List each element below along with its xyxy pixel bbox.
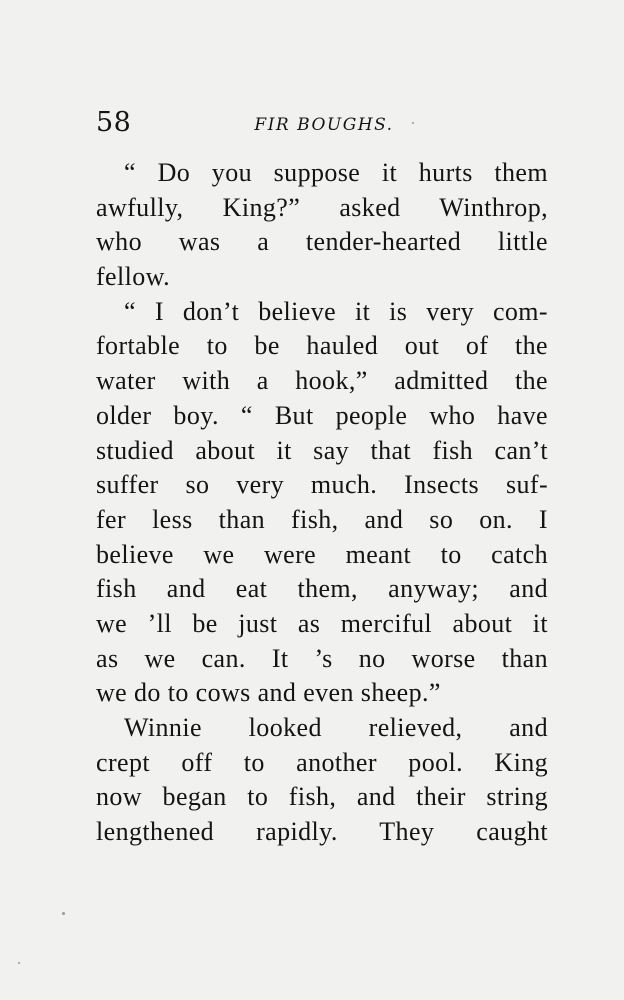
text-line: lengthened rapidly. They caught [96, 817, 548, 847]
text-line: “ I don’t believe it is very com- [124, 296, 548, 326]
paper-speck [412, 122, 414, 124]
running-head: FIR BOUGHS. [254, 115, 394, 135]
text-line: awfully, King?” asked Winthrop, [96, 192, 548, 222]
page-number: 58 [96, 107, 132, 138]
text-line: fish and eat them, anyway; and [96, 574, 548, 604]
text-line: crept off to another pool. King [96, 747, 548, 777]
paper-speck [62, 912, 65, 915]
text-line: suffer so very much. Insects suf- [96, 470, 548, 500]
text-line: fer less than fish, and so on. I [96, 504, 548, 534]
text-line: we do to cows and even sheep.” [96, 678, 441, 708]
text-line: studied about it say that fish can’t [96, 435, 548, 465]
paper-speck [18, 962, 20, 964]
page-header [96, 103, 552, 143]
text-line: fortable to be hauled out of the [96, 331, 548, 361]
text-line: older boy. “ But people who have [96, 400, 548, 430]
text-line: we ’ll be just as merciful about it [96, 608, 548, 638]
text-line: now began to fish, and their string [96, 782, 548, 812]
text-line: who was a tender-hearted little [96, 227, 548, 257]
text-line: as we can. It ’s no worse than [96, 643, 548, 673]
text-line: fellow. [96, 262, 171, 292]
text-line: Winnie looked relieved, and [124, 713, 548, 742]
text-line: believe we were meant to catch [96, 539, 548, 569]
body-text [96, 156, 548, 850]
text-line: “ Do you suppose it hurts them [124, 158, 548, 187]
text-line: water with a hook,” admitted the [96, 366, 548, 396]
